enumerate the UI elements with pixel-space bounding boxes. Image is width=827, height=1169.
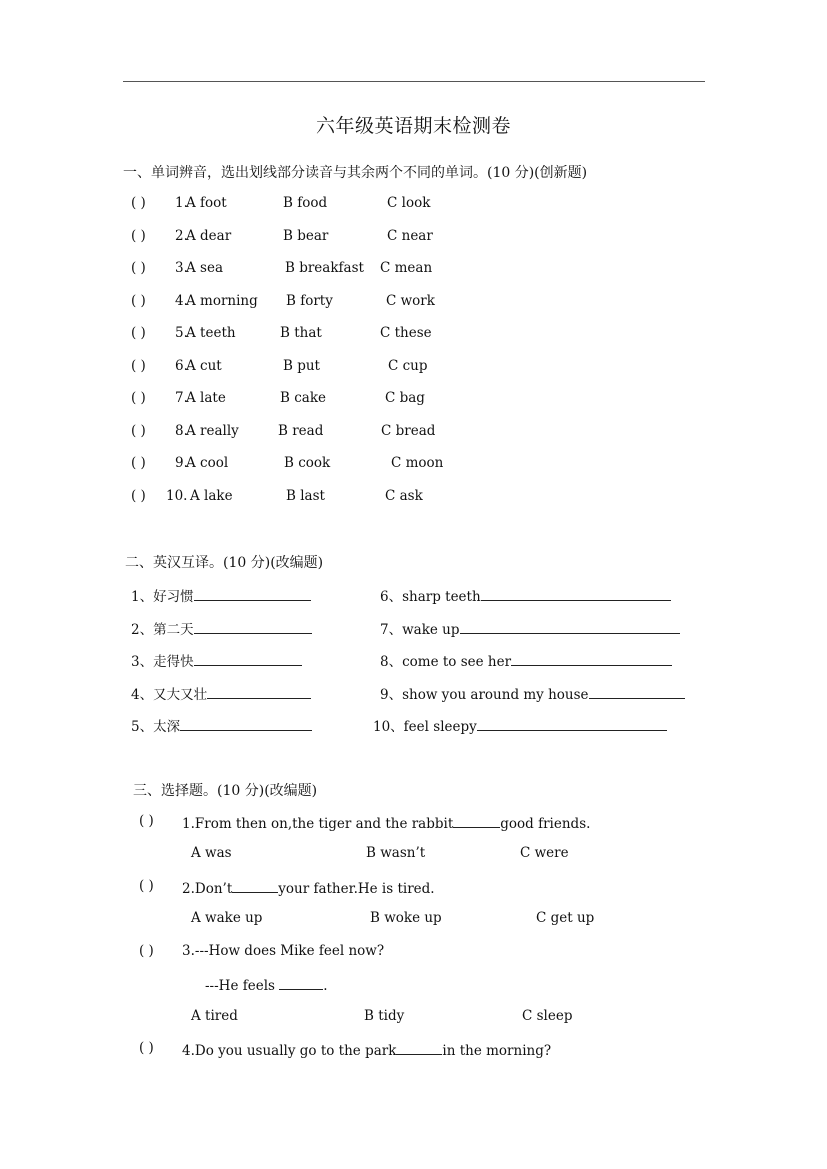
mc-question-3-line2: [0, 975, 827, 995]
translation-prompt: 1、好习惯: [131, 589, 194, 605]
question-number: 7.: [175, 390, 188, 406]
header-rule: [123, 81, 705, 82]
option-b[interactable]: B tidy: [364, 1008, 405, 1024]
answer-blank[interactable]: [194, 586, 311, 601]
question-number: 5.: [175, 325, 188, 341]
option-b[interactable]: B breakfast: [285, 260, 364, 276]
section2-heading: 二、英汉互译。(10 分)(改编题): [125, 555, 324, 571]
answer-paren[interactable]: ( ): [139, 1040, 154, 1056]
answer-paren[interactable]: ( ): [131, 228, 146, 244]
answer-paren[interactable]: ( ): [131, 325, 146, 341]
translation-row: [0, 683, 827, 703]
phonics-question: [0, 455, 827, 475]
answer-blank[interactable]: [511, 651, 672, 666]
answer-paren[interactable]: ( ): [139, 813, 154, 829]
question-number: 2.: [175, 228, 188, 244]
answer-blank[interactable]: [194, 619, 312, 634]
blank[interactable]: [232, 878, 278, 893]
question-number: 6.: [175, 358, 188, 374]
translation-row: [0, 715, 827, 735]
option-c[interactable]: C moon: [391, 455, 444, 471]
option-b[interactable]: B food: [283, 195, 328, 211]
answer-blank[interactable]: [180, 716, 312, 731]
mc-question-2: [0, 878, 827, 898]
phonics-question: [0, 423, 827, 443]
translation-row: [0, 618, 827, 638]
option-c[interactable]: C mean: [380, 260, 433, 276]
translation-prompt: 6、sharp teeth: [380, 589, 481, 605]
option-a[interactable]: A dear: [186, 228, 232, 244]
translation-row: [0, 585, 827, 605]
option-b[interactable]: B bear: [283, 228, 329, 244]
question-text-end: your father.He is tired.: [278, 881, 435, 897]
question-number: 4.: [175, 293, 188, 309]
question-number: 9.: [175, 455, 188, 471]
option-b[interactable]: B that: [280, 325, 322, 341]
option-a[interactable]: A foot: [186, 195, 227, 211]
blank[interactable]: [279, 975, 323, 990]
answer-paren[interactable]: ( ): [131, 358, 146, 374]
answer-paren[interactable]: ( ): [139, 878, 154, 894]
translation-prompt: 9、show you around my house: [380, 687, 589, 703]
option-a[interactable]: A morning: [186, 293, 258, 309]
option-c[interactable]: C ask: [385, 488, 423, 504]
option-b[interactable]: B wasn’t: [366, 845, 426, 861]
option-c[interactable]: C work: [386, 293, 435, 309]
phonics-question: [0, 293, 827, 313]
option-c[interactable]: C near: [387, 228, 433, 244]
question-text: ---He feels: [205, 978, 275, 994]
answer-paren[interactable]: ( ): [131, 423, 146, 439]
answer-paren[interactable]: ( ): [131, 260, 146, 276]
translation-row: [0, 650, 827, 670]
phonics-question: [0, 260, 827, 280]
section1-heading: 一、单词辨音，选出划线部分读音与其余两个不同的单词。(10 分)(创新题): [123, 165, 588, 181]
question-text-end: .: [323, 978, 328, 994]
mc-question-1: [0, 813, 827, 833]
answer-blank[interactable]: [207, 684, 311, 699]
translation-prompt: 7、wake up: [380, 622, 460, 638]
phonics-question: [0, 390, 827, 410]
option-a[interactable]: A cool: [186, 455, 229, 471]
option-b[interactable]: B cook: [284, 455, 331, 471]
option-c[interactable]: C cup: [388, 358, 428, 374]
option-c[interactable]: C sleep: [522, 1008, 573, 1024]
question-number: 8.: [175, 423, 188, 439]
option-a[interactable]: A cut: [186, 358, 222, 374]
answer-blank[interactable]: [194, 651, 302, 666]
page-title: 六年级英语期末检测卷: [315, 115, 511, 137]
phonics-question: [0, 325, 827, 345]
mc-question-3: [0, 943, 827, 963]
translation-prompt: 3、走得快: [131, 654, 194, 670]
option-a[interactable]: A lake: [190, 488, 233, 504]
question-text: 1.From then on,the tiger and the rabbit: [182, 816, 454, 832]
question-number: 10.: [166, 488, 188, 504]
question-text-end: good friends.: [500, 816, 591, 832]
phonics-question: [0, 488, 827, 508]
option-c[interactable]: C were: [520, 845, 569, 861]
option-b[interactable]: B forty: [286, 293, 333, 309]
phonics-question: [0, 358, 827, 378]
mc-question-4: [0, 1040, 827, 1060]
blank[interactable]: [453, 813, 500, 828]
option-c[interactable]: C these: [380, 325, 432, 341]
option-a[interactable]: A was: [191, 845, 232, 861]
mc-options-3: [0, 1008, 827, 1028]
answer-paren[interactable]: ( ): [131, 195, 146, 211]
phonics-question: [0, 195, 827, 215]
option-a[interactable]: A teeth: [186, 325, 236, 341]
answer-paren[interactable]: ( ): [139, 943, 154, 959]
option-b[interactable]: B put: [283, 358, 320, 374]
mc-options-1: [0, 845, 827, 865]
answer-paren[interactable]: ( ): [131, 455, 146, 471]
option-a[interactable]: A late: [186, 390, 226, 406]
answer-blank[interactable]: [460, 619, 680, 634]
option-a[interactable]: A wake up: [191, 910, 263, 926]
option-b[interactable]: B cake: [280, 390, 326, 406]
option-b[interactable]: B woke up: [370, 910, 442, 926]
question-text: 4.Do you usually go to the park: [182, 1043, 397, 1059]
option-a[interactable]: A really: [186, 423, 239, 439]
option-b[interactable]: B last: [286, 488, 325, 504]
question-number: 3.: [175, 260, 188, 276]
blank[interactable]: [396, 1040, 442, 1055]
option-a[interactable]: A sea: [186, 260, 224, 276]
option-b[interactable]: B read: [278, 423, 324, 439]
answer-paren[interactable]: ( ): [131, 293, 146, 309]
answer-paren[interactable]: ( ): [131, 488, 146, 504]
question-text: 2.Don’t: [182, 881, 233, 897]
translation-prompt: 4、又大又壮: [131, 687, 208, 703]
option-a[interactable]: A tired: [191, 1008, 238, 1024]
translation-prompt: 2、第二天: [131, 622, 194, 638]
question-number: 1.: [175, 195, 188, 211]
answer-blank[interactable]: [477, 716, 667, 731]
translation-prompt: 8、come to see her: [380, 654, 512, 670]
section3-heading: 三、选择题。(10 分)(改编题): [133, 783, 318, 799]
phonics-question: [0, 228, 827, 248]
answer-blank[interactable]: [589, 684, 685, 699]
question-text: 3.---How does Mike feel now?: [182, 943, 385, 959]
option-c[interactable]: C get up: [536, 910, 595, 926]
question-text-end: in the morning?: [442, 1043, 552, 1059]
option-c[interactable]: C bag: [385, 390, 425, 406]
answer-paren[interactable]: ( ): [131, 390, 146, 406]
translation-prompt: 10、feel sleepy: [373, 719, 477, 735]
mc-options-2: [0, 910, 827, 930]
option-c[interactable]: C bread: [381, 423, 436, 439]
option-c[interactable]: C look: [387, 195, 431, 211]
answer-blank[interactable]: [481, 586, 671, 601]
translation-prompt: 5、太深: [131, 719, 181, 735]
